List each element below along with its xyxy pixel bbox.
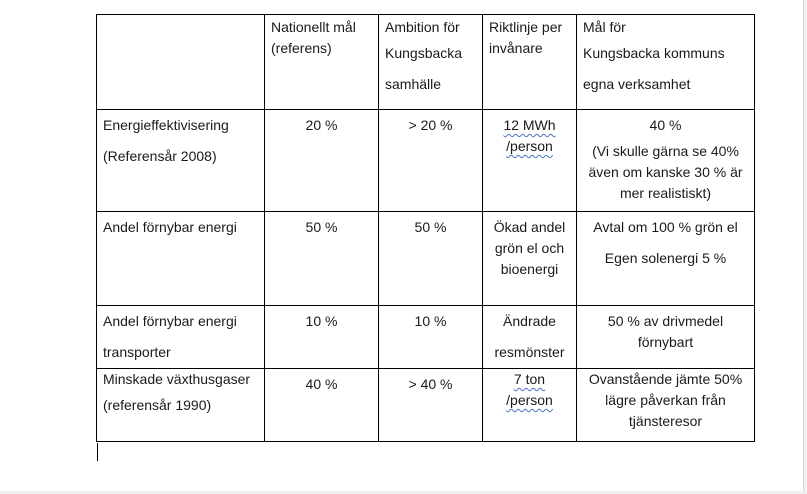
header-text: (referens) [271, 40, 332, 56]
national-cell[interactable] [265, 212, 379, 306]
cell-value: 40 % [305, 376, 338, 392]
row-label: Energieffektivisering [103, 117, 229, 133]
municipal-cell[interactable] [577, 369, 755, 442]
header-text: Nationellt mål [271, 19, 356, 35]
row-label: (Referensår 2008) [103, 148, 217, 164]
row-label: (referensår 1990) [103, 397, 212, 413]
guideline-cell[interactable] [483, 306, 577, 369]
guideline-cell[interactable] [483, 369, 577, 442]
national-cell[interactable] [265, 369, 379, 442]
header-text: Ambition för [385, 19, 460, 35]
cell-value: mer realistiskt) [619, 185, 711, 201]
cell-value: 10 % [305, 313, 338, 329]
row-label-cell[interactable] [97, 110, 265, 212]
header-text: Kungsbacka kommuns [583, 45, 725, 61]
cell-value: 40 % [649, 117, 682, 133]
cell-value: 12 MWh [503, 117, 556, 133]
header-text: invånare [489, 40, 543, 56]
cell-value: /person [506, 138, 553, 154]
cell-value: förnybart [637, 334, 694, 350]
table-row [97, 212, 755, 306]
municipal-cell[interactable] [577, 110, 755, 212]
cell-value: även om kanske 30 % är [588, 164, 743, 180]
cell-value: Avtal om 100 % grön el [593, 219, 738, 235]
cell-value: > 40 % [408, 376, 453, 392]
cell-value: 50 % av drivmedel [607, 313, 724, 329]
cell-value: > 20 % [408, 117, 453, 133]
row-label: Andel förnybar energi [103, 313, 237, 329]
cell-value: 10 % [414, 313, 447, 329]
ambition-cell[interactable] [379, 212, 483, 306]
table-row [97, 306, 755, 369]
page-edge [803, 0, 807, 494]
ambition-cell[interactable] [379, 306, 483, 369]
municipal-cell[interactable] [577, 306, 755, 369]
cell-value: /person [506, 392, 553, 408]
guideline-cell[interactable] [483, 212, 577, 306]
cell-value: 50 % [414, 219, 447, 235]
header-text: samhälle [385, 76, 442, 92]
row-label-cell[interactable] [97, 306, 265, 369]
text-cursor [97, 443, 98, 461]
header-cell-guideline[interactable] [483, 15, 577, 110]
cell-value: grön el och [494, 240, 565, 256]
cell-value: Ovanstående jämte 50% [588, 371, 743, 387]
cell-value: bioenergi [500, 261, 559, 277]
header-cell-empty[interactable] [97, 15, 265, 110]
row-label-cell[interactable] [97, 212, 265, 306]
cell-value: Egen solenergi 5 % [604, 250, 727, 266]
row-label-cell[interactable] [97, 369, 265, 442]
header-cell-municipal[interactable] [577, 15, 755, 110]
cell-value: tjänsteresor [628, 413, 703, 429]
row-label: Andel förnybar energi [103, 219, 237, 235]
header-text: Kungsbacka [385, 45, 463, 61]
header-cell-national[interactable] [265, 15, 379, 110]
cell-value: 50 % [305, 219, 338, 235]
header-text: Riktlinje per [489, 19, 563, 35]
table-row [97, 110, 755, 212]
cell-value: 7 ton [513, 371, 546, 387]
municipal-cell[interactable] [577, 212, 755, 306]
cell-value: lägre påverkan från [605, 392, 726, 408]
ambition-cell[interactable] [379, 369, 483, 442]
cell-value: 20 % [305, 117, 338, 133]
table-row [97, 369, 755, 442]
row-label: transporter [103, 344, 171, 360]
cell-value: (Vi skulle gärna se 40% [592, 143, 739, 159]
header-text: Mål för [583, 19, 626, 35]
header-cell-ambition[interactable] [379, 15, 483, 110]
row-label: Minskade växthusgaser [103, 371, 251, 387]
guideline-cell[interactable] [483, 110, 577, 212]
cell-value: Ändrade [503, 313, 556, 329]
cell-value: Ökad andel [493, 219, 566, 235]
goals-table [96, 14, 755, 442]
table-header-row [97, 15, 755, 110]
national-cell[interactable] [265, 306, 379, 369]
national-cell[interactable] [265, 110, 379, 212]
cell-value: resmönster [494, 344, 565, 360]
ambition-cell[interactable] [379, 110, 483, 212]
header-text: egna verksamhet [583, 76, 691, 92]
